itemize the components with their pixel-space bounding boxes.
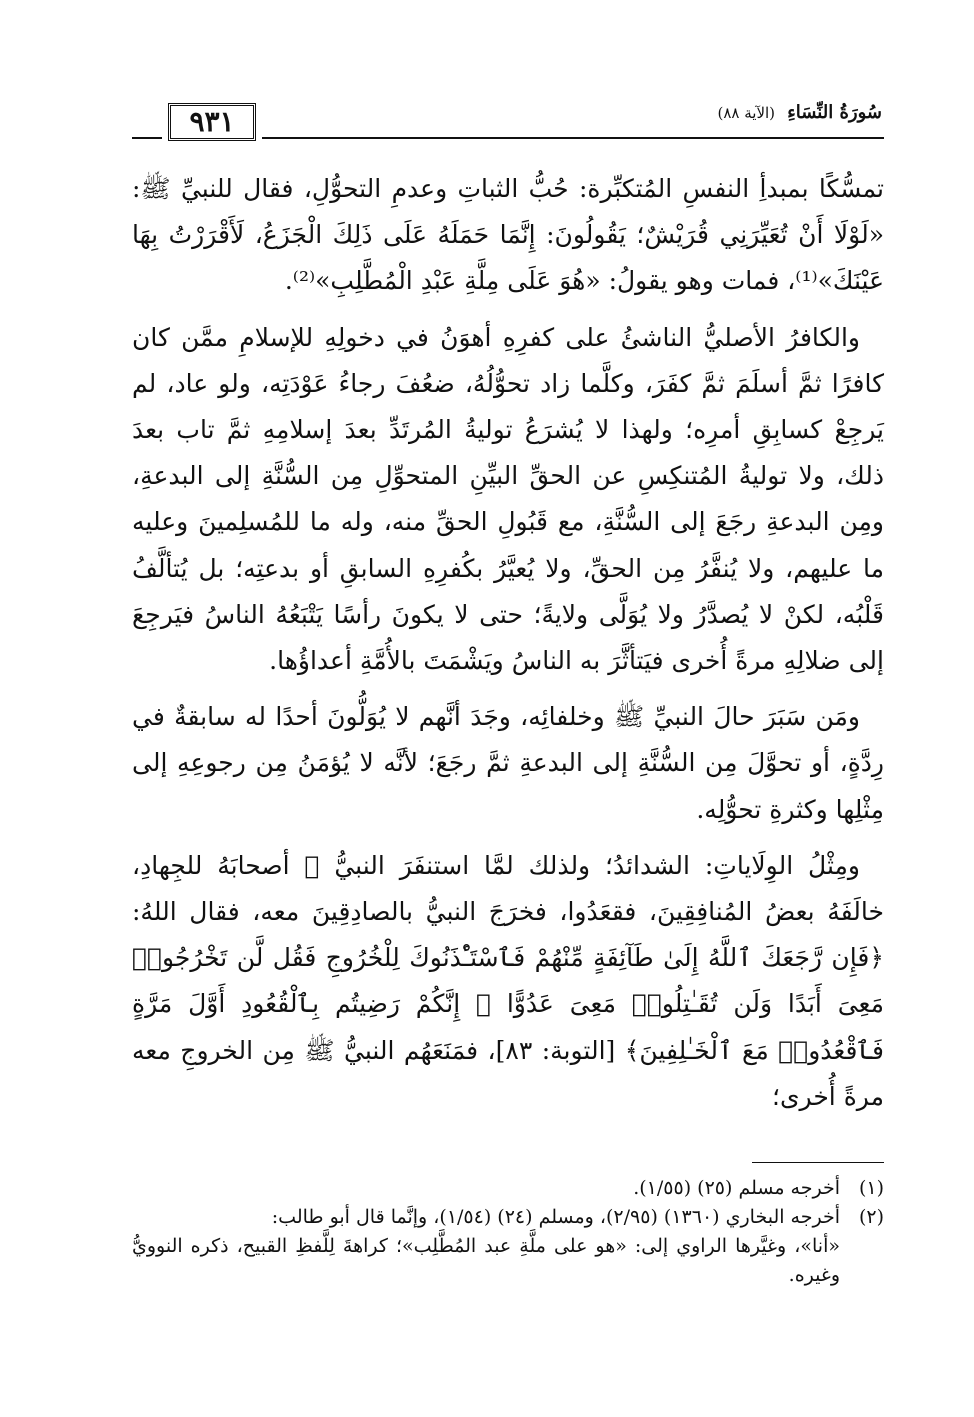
footnote-2-text: أخرجه البخاري (١٣٦٠) (٢/٩٥)، ومسلم (٢٤) (١/٥٤)، وإنَّما قال أبو طالب: [271,1206,840,1228]
paragraph-2: والكافرُ الأصليُّ الناشئُ على كفرِهِ أهوَنُ في دخولِهِ للإسلامِ ممَّن كان كافرًا ثمَّ أسلَمَ ثمَّ كفَرَ، وكلَّما زاد تحوُّلُهُ، ضعُفَ رجاءُ عَوْدَتِه، ولو عاد، لم يَرجِعْ كسابِقِ أمرِه؛ ولهذا لا يُشرَعُ توليةُ المُرتَدِّ بعدَ إسلامِهِ ثمَّ تاب بعدَ ذلك، ولا توليةُ المُتنكِسِ عن الحقِّ البيِّنِ المتحوِّلِ مِن السُّنَّةِ إلى البدعةِ، ومِن البدعةِ رجَعَ إلى السُّنَّةِ، مع قَبُولِ الحقِّ منه، وله ما للمُسلِمينَ وعليه ما عليهم، ولا يُنفَّرُ مِن الحقِّ، ولا يُعيَّرُ بكُفرِهِ السابقِ أو بدعتِه؛ بل يُتألَّفُ قَلْبُه، لكنْ لا يُصدَّرُ ولا يُوَلَّى ولايةً؛ حتى لا يكونَ رأسًا يَتْبَعُهُ الناسُ فيَرجِعَ إلى ضلالِهِ مرةً أُخرى فيَتأثَّرَ به الناسُ ويَشْمَتَ بالأُمَّةِ أعداؤُها. [132,322,884,676]
paragraph-4 [132,843,884,1120]
header-rule-left [132,137,162,139]
running-title [717,102,882,123]
paragraph-3: ومَن سَبَرَ حالَ النبيِّ ﷺ وخلفائِه، وجَدَ أنَّهم لا يُوَلُّونَ أحدًا له سابقةٌ في رِدَّةٍ، أو تحوَّلَ مِن السُّنَّةِ إلى البدعةِ ثمَّ رجَعَ؛ لأنَّه لا يُؤمَنُ مِن رجوعِهِ إلى مِثْلِها وكثرةِ تحوُّلِه. [132,702,884,824]
page-header [132,100,884,140]
verse-reference: (الآية ٨٨) [717,104,776,122]
footnote-2-continuation: «أنا»، وغيَّرها الراوي إلى: «هو على ملَّةِ عبد المُطَّلِب»؛ كراهةَ لِلَّفظِ القبيح، ذكره النوويُّ وغيره. [132,1235,840,1286]
footnote-2 [132,1203,884,1232]
paragraph-4-text: ومِثْلُ الوِلَاياتِ: الشدائدُ؛ ولذلك لمَّا استنفَرَ النبيُّ ﷺ أصحابَهُ للجِهادِ، خالَفَهُ بعضُ المُنافِقِينَ، فقعَدُوا، فخرَجَ النبيُّ بالصادِقِينَ معه، فقال اللهُ: [132,850,884,927]
quran-verse: ﴿فَإِن رَّجَعَكَ ٱللَّهُ إِلَىٰ طَآئِفَةٍ مِّنْهُمْ فَٱسْتَـْٔذَنُوكَ لِلْخُرُوجِ فَقُل لَّن تَخْرُجُوا۟ مَعِىَ أَبَدًا وَلَن تُقَـٰتِلُوا۟ مَعِىَ عَدُوًّا ۖ إِنَّكُمْ رَضِيتُم بِٱلْقُعُودِ أَوَّلَ مَرَّةٍ فَٱقْعُدُوا۟ مَعَ ٱلْخَـٰلِفِينَ﴾ [132,943,885,1065]
footnote-separator [752,1162,884,1163]
header-rule [262,137,884,139]
footnote-1-text: أخرجه مسلم (٢٥) (١/٥٥). [633,1177,840,1199]
footnote-2-number: (٢) [858,1206,884,1228]
footnote-1-number: (١) [858,1177,884,1199]
paragraph-1: تمسُّكًا بمبدأِ النفسِ المُتكبِّرة: حُبُّ الثباتِ وعدمِ التحوُّلِ، فقال للنبيِّ ﷺ: «لَوْلَا أَنْ تُعَيِّرَنِي قُرَيْشٌ؛ يَقُولُونَ: إِنَّمَا حَمَلَهُ عَلَى ذَلِكَ الْجَزَعُ، لَأَقْرَرْتُ بِهَا عَيْنَكَ»⁽¹⁾، فمات وهو يقولُ: «هُوَ عَلَى مِلَّةِ عَبْدِ الْمُطَّلِبِ»⁽²⁾. [132,174,884,296]
book-page [132,88,884,1378]
main-text [132,166,884,1130]
page-number: ٩٣١ [168,103,256,141]
footnotes [132,1174,884,1290]
surah-title: سُورَةُ النِّسَاءِ [787,102,882,123]
footnote-1 [132,1174,884,1203]
paragraph-4-ending: [التوبة: ٨٣]، فمَنَعَهُم النبيُّ ﷺ مِن الخروجِ معه مرةً أُخرى؛ [132,1035,884,1111]
